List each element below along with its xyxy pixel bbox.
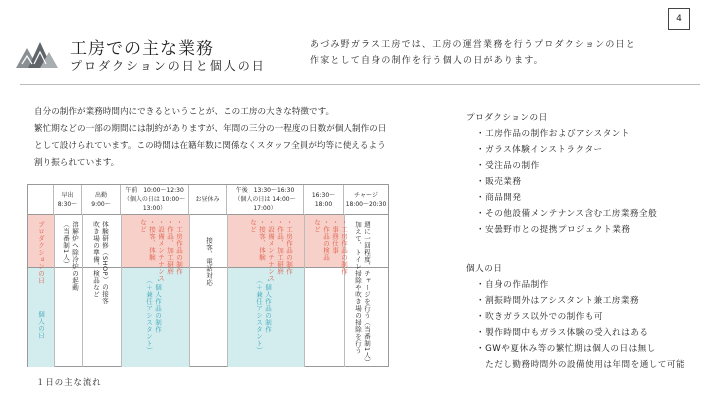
row-label-personal: 個人の日 (37, 311, 45, 339)
header-arrival: 出勤 9:00〜 (82, 185, 121, 214)
list-item: ・商品開発 (476, 193, 522, 203)
table-caption: １日の主な流れ (36, 377, 102, 387)
schedule-table (27, 184, 389, 367)
list-item: ただし勤務時間外の設備使用は年間を通して可能 (476, 360, 686, 370)
production-day-title: プロダクションの日 (466, 113, 548, 123)
list-item: ・安曇野市との提携プロジェクト業務 (476, 225, 631, 235)
header-evening: 16:30〜18:00 (304, 185, 344, 214)
description: 自分の制作が業務時間内にできるということが、この工房の大きな特徴です。 繁忙期などの一部の期間には制約がありますが、年間の三分の一程度の日数が個人制作の日 として設けられています。この時間は在籍年数に関係なくスタッフ全員が均等に使えるよう 割り振られています。 (34, 107, 387, 168)
pm-production-tasks: ・工房作品の制作 ・作品、加工研磨 ・設備メンテナンス ・接客、体験 など (249, 219, 293, 282)
header-early: 早出 8:30〜 (54, 185, 82, 214)
brand-logo-icon (16, 40, 58, 70)
header-morning: 午前 10:00〜12:30 （個人の日は 10:00〜13:00） (121, 185, 189, 214)
header-charge: チャージ 18:00〜20:30 (345, 191, 387, 208)
list-item: ・GWや夏休み等の繁忙期は個人の日は無し (476, 344, 656, 354)
charge-tasks: 週に一回程度、チャージを行う（当番制1人） 加えて、トイレ掃除や吹き場の掃除を行う (354, 221, 371, 366)
list-item: ・製作時間中もガラス体験の受入れはある (476, 328, 649, 338)
list-item: ・自身の作品制作 (476, 280, 549, 290)
list-item: ・割振時間外はアシスタント兼工房業務 (476, 296, 640, 306)
lunch-tasks: 接客、電話対応 (205, 237, 213, 286)
list-item: ・ガラス体験インストラクター (476, 145, 603, 155)
row-label-production: プロダクションの日 (37, 221, 45, 284)
list-item: ・受注品の制作 (476, 161, 540, 171)
header-afternoon: 午後 13:30〜16:30 （個人の日は 14:00〜17:00） (227, 185, 304, 214)
header-divider (20, 84, 700, 85)
am-production-tasks: ・工房作品の制作 ・作品、加工研磨 ・設備メンテナンス ・接客、体験 など (139, 219, 183, 282)
early-task: 溶解炉へ除冷炉の起動 （当番制1人） (62, 221, 79, 291)
personal-day-title: 個人の日 (466, 264, 503, 274)
page-number: 4 (668, 8, 690, 30)
page-title: 工房での主な業務 (70, 39, 214, 59)
list-item: ・その他設備メンテナンス含む工房業務全般 (476, 209, 658, 219)
pm-personal-tasks: ・個人作品の制作 （＋兼任アシスタント） (255, 277, 272, 354)
list-item: ・吹きガラス以外での制作も可 (476, 312, 604, 322)
morning-prep: 体験研修（SHOP）の接客 吹き場の準備、検品など (92, 221, 109, 305)
list-item: ・販売業務 (476, 177, 522, 187)
evening-production-tasks: ・工房作品の制作 ・事務仕事 ・作品の検品 など (313, 219, 348, 275)
page-subtitle: プロダクションの日と個人の日 (70, 59, 266, 73)
header-lunch: お昼休み (189, 185, 227, 214)
am-personal-tasks: ・個人作品の制作 （＋兼任アシスタント） (145, 277, 162, 354)
intro-text: あづみ野ガラス工房では、工房の運営業務を行うプロダクションの日と 作家として自身の制作を行う個人の日があります。 (310, 40, 636, 66)
list-item: ・工房作品の制作およびアシスタント (476, 129, 630, 139)
